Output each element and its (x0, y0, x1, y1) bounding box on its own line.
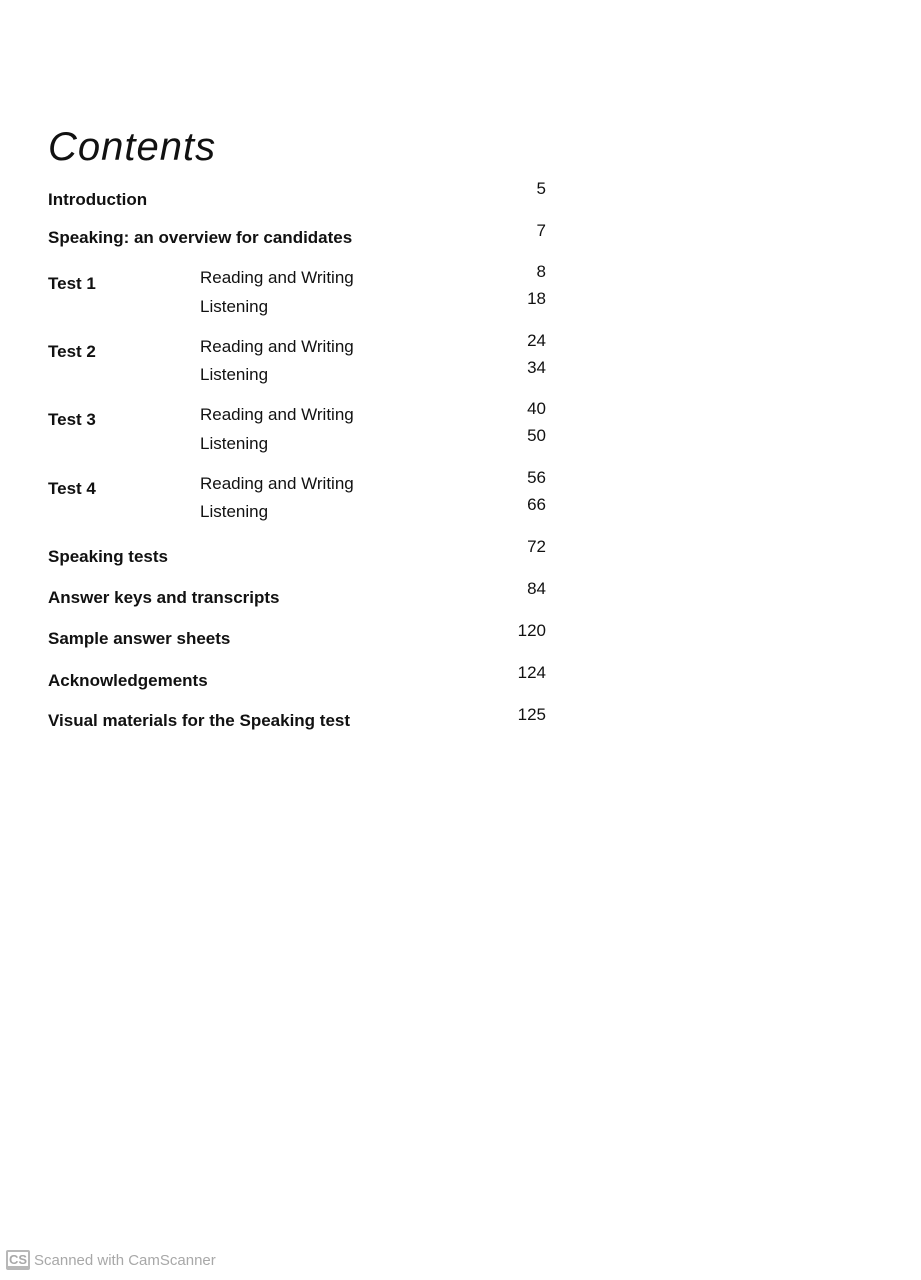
toc-label: Speaking tests (48, 547, 168, 566)
toc-page: 120 (517, 621, 546, 640)
toc-label: Speaking: an overview for candidates (48, 228, 353, 247)
toc-page: 84 (527, 579, 546, 598)
watermark-text: Scanned with CamScanner (34, 1251, 216, 1269)
toc-label: Answer keys and transcripts (48, 588, 280, 607)
toc-page: 18 (527, 289, 546, 308)
toc-page: 34 (527, 358, 546, 377)
toc-sub-label: Listening (200, 365, 269, 384)
toc-sub-label: Reading and Writing (200, 268, 354, 287)
toc-label: Introduction (48, 190, 148, 209)
toc-page: 56 (527, 468, 546, 487)
camscanner-logo-icon: CS (6, 1250, 30, 1270)
toc-sub-label: Listening (200, 434, 269, 453)
toc-sub-label: Listening (200, 297, 269, 316)
toc-page: 5 (536, 179, 546, 198)
toc-sub-label: Reading and Writing (200, 405, 354, 424)
toc-page: 24 (527, 331, 546, 350)
toc-sub-label: Reading and Writing (200, 337, 354, 356)
camscanner-watermark (6, 1250, 216, 1270)
toc-label: Sample answer sheets (48, 629, 231, 648)
toc-label: Test 1 (48, 274, 96, 293)
toc-page: 8 (536, 262, 546, 281)
toc-page: 125 (517, 705, 546, 724)
toc-page: 124 (517, 663, 546, 682)
toc-label: Test 3 (48, 410, 96, 429)
toc-label: Test 2 (48, 342, 96, 361)
toc-label: Test 4 (48, 479, 96, 498)
toc-page: 40 (527, 399, 546, 418)
toc-sub-label: Listening (200, 502, 269, 521)
toc-label: Visual materials for the Speaking test (48, 711, 351, 730)
toc-page: 7 (536, 221, 546, 240)
toc-page: 66 (527, 495, 546, 514)
page-title: Contents (48, 124, 217, 169)
toc-page: 72 (527, 537, 546, 556)
toc-label: Acknowledgements (48, 671, 208, 690)
toc-sub-label: Reading and Writing (200, 474, 354, 493)
toc-page: 50 (527, 426, 546, 445)
